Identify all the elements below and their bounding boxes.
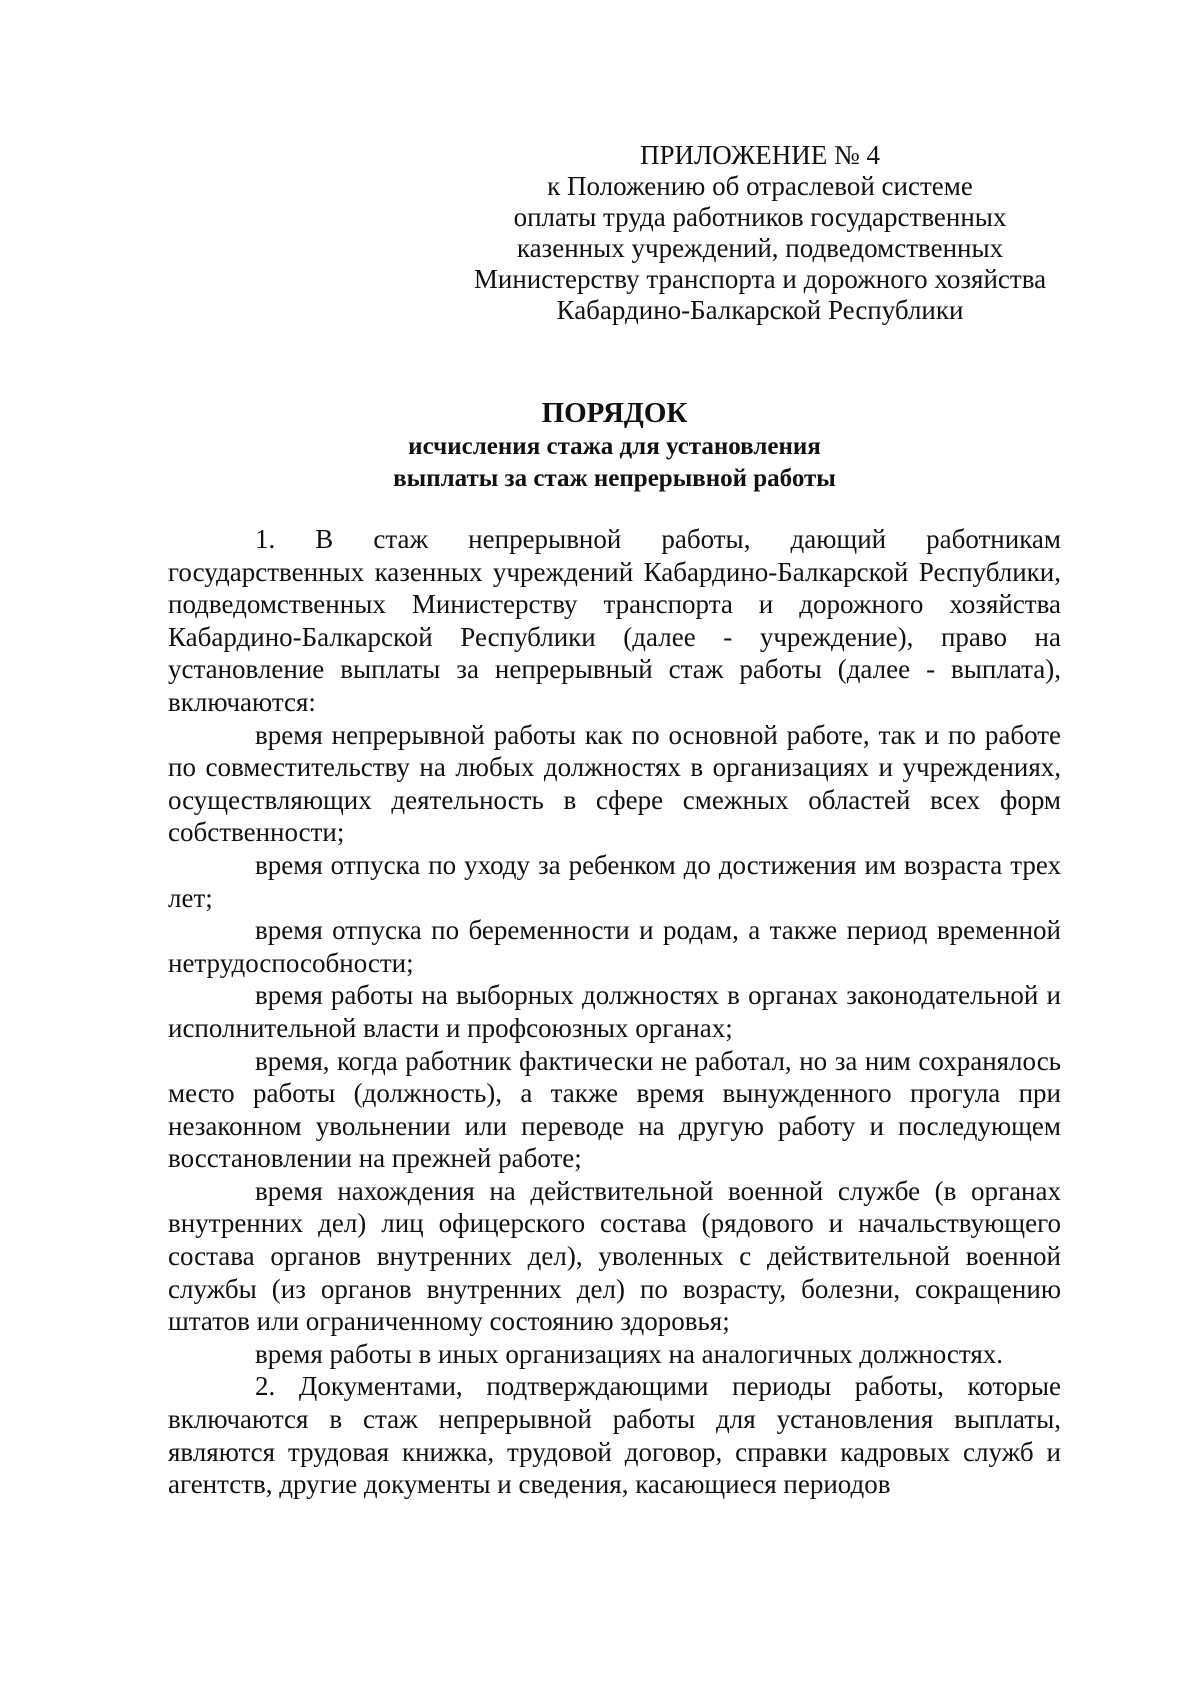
paragraph: время отпуска по уходу за ребенком до достижения им возраста трех лет; (168, 849, 1061, 913)
appendix-line: казенных учреждений, подведомственных (516, 233, 1004, 263)
paragraph: время непрерывной работы как по основной работе, так и по работе по совместительству на любых должностях в организациях и учреждениях, осуществляющих деятельность в сфере смежных областей всех форм собственности; (168, 719, 1061, 848)
paragraph: время работы в иных организациях на аналогичных должностях. (255, 1338, 1003, 1369)
paragraph: 2. Документами, подтверждающими периоды работы, которые включаются в стаж непрерывной работы для установления выплаты, являются трудовая книжка, трудовой договор, справки кадровых служб и агентств, другие документы и сведения, касающиеся периодов (168, 1371, 1061, 1500)
paragraph: время нахождения на действительной военной службе (в органах внутренних дел) лиц офицерского состава (рядового и начальствующего состава органов внутренних дел), уволенных с действительной военной службы (из органов внутренних дел) по возрасту, болезни, сокращению штатов или ограниченному состоянию здоровья; (168, 1175, 1061, 1337)
appendix-header (420, 140, 1100, 326)
appendix-line: оплаты труда работников государственных (513, 202, 1007, 232)
appendix-line: к Положению об отраслевой системе (547, 171, 973, 201)
appendix-title: ПРИЛОЖЕНИЕ № 4 (639, 140, 881, 170)
title-subtitle: исчисления стажа для установления (408, 433, 821, 460)
document-body (168, 523, 1061, 1501)
title-main: ПОРЯДОК (541, 397, 688, 429)
paragraph: время отпуска по беременности и родам, а также период временной нетрудоспособности; (168, 915, 1061, 978)
paragraph: время работы на выборных должностях в органах законодательной и исполнительной власти и профсоюзных органах; (168, 980, 1061, 1043)
paragraph: 1. В стаж непрерывной работы, дающий работникам государственных казенных учреждений Кабардино-Балкарской Республики, подведомственных Министерству транспорта и дорожного хозяйства Кабардино-Балкарской Республики (далее - учреждение), право на установление выплаты за непрерывный стаж работы (далее - выплата), включаются: (168, 524, 1061, 717)
title-subtitle: выплаты за стаж непрерывной работы (393, 465, 836, 492)
appendix-line: Министерству транспорта и дорожного хозяйства (473, 264, 1047, 294)
document-title (168, 395, 1061, 495)
paragraph: время, когда работник фактически не работал, но за ним сохранялось место работы (должность), а также время вынужденного прогула при незаконном увольнении или переводе на другую работу и последующем восстановлении на прежней работе; (168, 1045, 1061, 1174)
appendix-line: Кабардино-Балкарской Республики (556, 295, 964, 325)
